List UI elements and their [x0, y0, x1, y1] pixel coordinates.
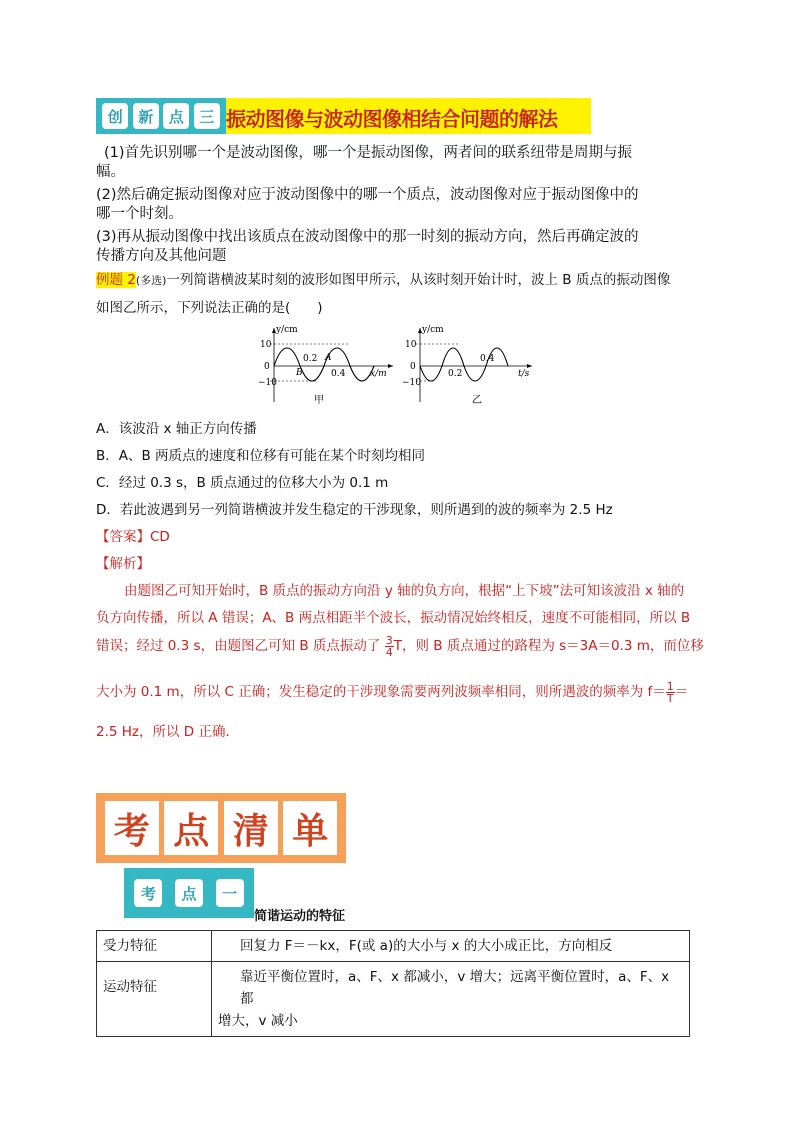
point-a-label: A: [325, 353, 332, 363]
badge-char: 创: [102, 103, 128, 129]
graph-caption: 甲: [314, 395, 324, 406]
t-axis-arrow: [527, 364, 532, 368]
graph-caption: 乙: [472, 395, 482, 406]
tick-0-2: 0.2: [303, 354, 318, 364]
wave-curve: [274, 348, 374, 381]
section-subtitle: 简谐运动的特征: [254, 909, 346, 924]
analysis-line-1: 由题图乙可知开始时，B 质点的振动方向沿 y 轴的负方向，根据“上下坡”法可知该波沿 x 轴的: [124, 583, 685, 599]
table-row: [97, 931, 690, 962]
point-1-line-2: 幅。: [96, 164, 125, 180]
y-axis-label: y/cm: [422, 325, 444, 335]
analysis-line-2: 负方向传播，所以 A 错误；A、B 两点相距半个波长，振动情况始终相反，速度不可能相同，所以 B: [96, 610, 691, 626]
feature-table: [96, 930, 690, 1037]
point-b-label: B: [296, 368, 303, 378]
point-3-line-2: 传播方向及其他问题: [96, 248, 227, 264]
option-a: A．该波沿 x 轴正方向传播: [96, 421, 257, 437]
tick-0-2: 0.2: [448, 369, 463, 379]
badge-char: 考: [134, 879, 162, 907]
table-row: [97, 962, 690, 1037]
y-neg-label: −10: [258, 378, 277, 388]
graph-jia: [258, 322, 398, 407]
x-axis-arrow: [388, 364, 393, 368]
analysis-line-3: [96, 634, 704, 658]
answer-line: [96, 525, 170, 545]
y-zero-label: 0: [410, 362, 416, 372]
analysis-line-4: [96, 680, 688, 704]
frac-den: 4: [385, 645, 393, 659]
frac-den: T: [666, 691, 674, 705]
frac-num: 1: [666, 679, 674, 693]
table-value-cell: [212, 962, 690, 1037]
badge-char: 新: [133, 103, 159, 129]
y-pos-label: 10: [260, 340, 272, 350]
example-line-2: 如图乙所示，下列说法正确的是( ): [96, 300, 323, 316]
example-label: 例题 2: [96, 272, 136, 288]
point-1-line-1: (1)首先识别哪一个是波动图像，哪一个是振动图像，两者间的联系纽带是周期与振: [104, 145, 633, 161]
section-badge-point-1: [124, 868, 254, 918]
table-value-cell: [212, 931, 690, 962]
fraction-three-quarters: [385, 635, 394, 658]
banner-char: 考: [105, 801, 159, 855]
vibration-curve: [420, 348, 508, 381]
table-key-cell: 运动特征: [97, 962, 212, 1037]
tick-0-4: 0.4: [331, 369, 346, 379]
y-pos-label: 10: [405, 340, 417, 350]
option-b: B．A、B 两质点的速度和位移有可能在某个时刻均相同: [96, 448, 426, 464]
frac-num: 3: [385, 633, 393, 647]
section-title-bar: [226, 98, 591, 134]
table-value-text: 回复力 F＝－kx，F(或 a)的大小与 x 的大小成正比，方向相反: [240, 938, 613, 954]
x-axis-label: x/m: [370, 369, 387, 379]
section-title: 振动图像与波动图像相结合问题的解法: [226, 107, 558, 131]
badge-char: 点: [163, 103, 189, 129]
fraction-one-over-t: [666, 681, 675, 704]
table-value-text: 靠近平衡位置时，a、F、x 都减小，v 增大；远离平衡位置时，a、F、x 都: [240, 969, 670, 1007]
graph-yi: [400, 322, 540, 407]
banner-char: 清: [224, 801, 278, 855]
analysis-line-3b: T，则 B 质点通过的路程为 s＝3A＝0.3 m，而位移: [393, 638, 704, 654]
badge-char: 一: [216, 879, 244, 907]
exam-points-banner: [96, 793, 346, 863]
analysis-label: 【解析】: [96, 556, 150, 572]
banner-char: 单: [283, 801, 337, 855]
banner-char: 点: [164, 801, 218, 855]
example-stem-1: 一列简谐横波某时刻的波形如图甲所示，从该时刻开始计时，波上 B 质点的振动图像: [166, 272, 671, 288]
answer-value: CD: [150, 529, 170, 545]
option-d: D．若此波遇到另一列简谐横波并发生稳定的干涉现象，则所遇到的波的频率为 2.5 Hz: [96, 502, 613, 518]
section-badge-innovation-3: [96, 98, 226, 134]
badge-char: 三: [194, 103, 220, 129]
answer-label: 【答案】: [96, 529, 150, 545]
analysis-line-4a: 大小为 0.1 m，所以 C 正确；发生稳定的干涉现象需要两列波频率相同，则所遇波的频率为 f＝: [96, 684, 666, 700]
point-2-line-2: 哪一个时刻。: [96, 206, 183, 222]
analysis-line-4b: ＝: [674, 684, 689, 700]
y-neg-label: −10: [402, 378, 421, 388]
y-zero-label: 0: [264, 362, 270, 372]
t-axis-label: t/s: [518, 369, 530, 379]
analysis-line-3a: 错误；经过 0.3 s，由题图乙可知 B 质点振动了: [96, 638, 385, 654]
point-3-line-1: (3)再从振动图像中找出该质点在波动图像中的那一时刻的振动方向，然后再确定波的: [96, 229, 639, 245]
table-key-cell: 受力特征: [97, 931, 212, 962]
option-c: C．经过 0.3 s，B 质点通过的位移大小为 0.1 m: [96, 475, 389, 491]
tick-0-4: 0.4: [480, 354, 495, 364]
y-axis-label: y/cm: [276, 325, 298, 335]
table-value-text-cont: 增大，v 减小: [218, 1013, 298, 1029]
analysis-line-5: 2.5 Hz，所以 D 正确．: [96, 724, 239, 740]
badge-char: 点: [175, 879, 203, 907]
point-2-line-1: (2)然后确定振动图像对应于波动图像中的哪一个质点，波动图像对应于振动图像中的: [96, 187, 639, 203]
example-tag: (多选): [135, 274, 167, 287]
example-line-1: [96, 268, 670, 288]
